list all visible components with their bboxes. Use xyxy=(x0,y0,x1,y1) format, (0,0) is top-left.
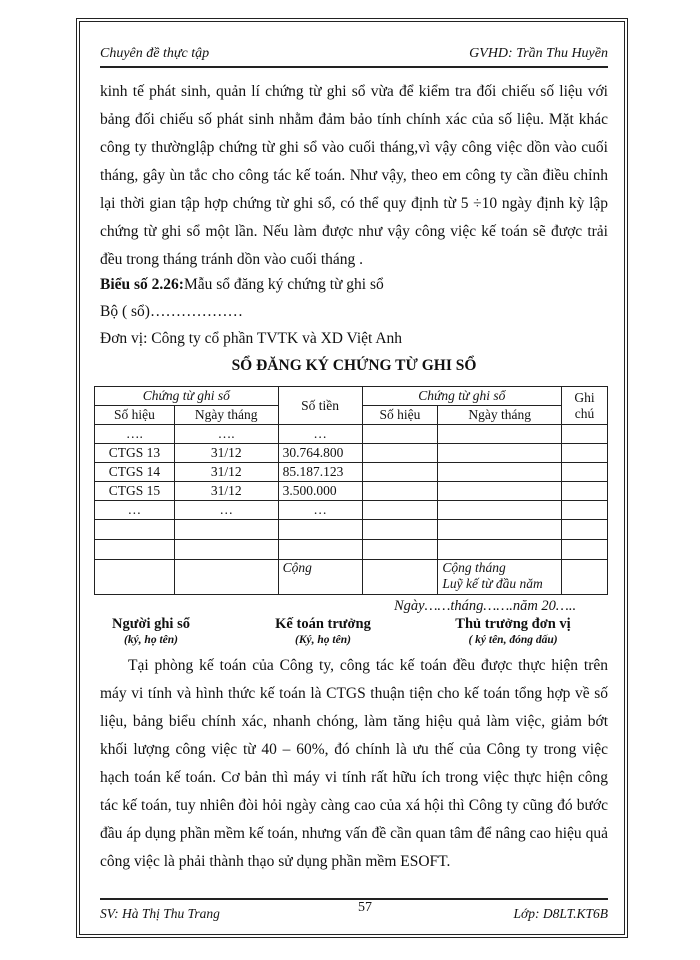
cell-so-hieu: CTGS 14 xyxy=(95,463,175,482)
page-footer xyxy=(100,898,608,922)
header-right: GVHD: Trần Thu Huyền xyxy=(469,46,608,61)
cong-thang-label: Cộng tháng xyxy=(442,560,506,575)
signature-title: Thủ trưởng đơn vị xyxy=(455,616,571,632)
donvi-line: Đơn vị: Công ty cổ phần TVTK và XD Việt Anh xyxy=(100,330,403,347)
table-row xyxy=(95,425,608,444)
signature-sub: (Ký, họ tên) xyxy=(295,634,351,646)
table-row xyxy=(95,463,608,482)
cell-ngay: … xyxy=(174,501,278,520)
signature-preparer xyxy=(96,616,206,646)
cell-so-tien: … xyxy=(278,501,362,520)
luy-ke-label: Luỹ kế từ đầu năm xyxy=(442,576,543,591)
cell-so-hieu: CTGS 15 xyxy=(95,482,175,501)
signature-title: Kế toán trưởng xyxy=(275,616,371,632)
header-group-1: Chứng từ ghi sổ xyxy=(95,387,279,406)
table-title: SỔ ĐĂNG KÝ CHỨNG TỪ GHI SỔ xyxy=(231,357,477,374)
header-ngay-thang-2: Ngày tháng xyxy=(438,406,562,425)
cell-cong: Cộng xyxy=(278,560,362,595)
header-so-tien: Số tiền xyxy=(278,387,362,425)
signature-director xyxy=(438,616,588,646)
header-group-2: Chứng từ ghi sổ xyxy=(362,387,562,406)
signature-sub: (ký, họ tên) xyxy=(124,634,178,646)
table-total-row xyxy=(95,560,608,595)
cell-so-hieu: … xyxy=(95,501,175,520)
page-header xyxy=(100,46,608,68)
table-row-empty xyxy=(95,540,608,560)
header-ghi-chu: Ghi chú xyxy=(562,387,608,425)
header-so-hieu-2: Số hiệu xyxy=(362,406,438,425)
table-row xyxy=(95,482,608,501)
caption-text: Mẫu sổ đăng ký chứng từ ghi sổ xyxy=(183,276,384,293)
cell-so-hieu: CTGS 13 xyxy=(95,444,175,463)
footer-page-number: 57 xyxy=(358,900,372,915)
footer-class: Lớp: D8LT.KT6B xyxy=(513,906,608,921)
caption-label: Biểu số 2.26: xyxy=(100,276,184,293)
table-header-row xyxy=(95,387,608,406)
cell-so-hieu: …. xyxy=(95,425,175,444)
paragraph-2: Tại phòng kế toán của Công ty, công tác kế toán đều được thực hiện trên máy vi tính và hình thức kế toán là CTGS thuận tiện cho kế toán tổng hợp về số liệu, bảng biểu chính xác, nhanh chóng, làm tăng hiệu quả làm việc, giảm bớt khối lượng công việc từ 40 – 60%, đó chính là ưu thế của Công ty trong việc hạch toán kế toán. Cơ bản thì máy vi tính rất hữu ích trong việc thực hiện công tác kế toán, tuy nhiên đòi hỏi ngày càng cao của xá hội thì Công ty cũng đó bước đầu áp dụng phần mềm kế toán, nhưng vấn đề cần quan tâm để nâng cao hiệu quả công việc là phải thành thạo sử dụng phần mềm ESOFT. xyxy=(100,657,608,870)
cell-cong-thang xyxy=(438,560,562,595)
table-row-empty xyxy=(95,520,608,540)
cell-ngay: …. xyxy=(174,425,278,444)
cell-so-tien: … xyxy=(278,425,362,444)
signature-sub: ( ký tên, đóng dấu) xyxy=(468,634,558,646)
ledger-table xyxy=(94,386,608,595)
footer-student: SV: Hà Thị Thu Trang xyxy=(100,906,220,921)
header-left: Chuyên đề thực tập xyxy=(100,46,210,61)
date-line: Ngày……tháng…….năm 20….. xyxy=(394,598,577,614)
signature-title: Người ghi sổ xyxy=(112,616,190,632)
figure-caption xyxy=(100,276,384,294)
cell-ngay: 31/12 xyxy=(174,482,278,501)
cell-ngay: 31/12 xyxy=(174,463,278,482)
signature-chief-accountant xyxy=(258,616,388,646)
cell-so-tien: 3.500.000 xyxy=(278,482,362,501)
cell-so-tien: 30.764.800 xyxy=(278,444,362,463)
header-so-hieu: Số hiệu xyxy=(95,406,175,425)
table-row xyxy=(95,501,608,520)
cell-so-tien: 85.187.123 xyxy=(278,463,362,482)
bo-line: Bộ ( sổ)……………… xyxy=(100,303,243,320)
cell-ngay: 31/12 xyxy=(174,444,278,463)
header-ngay-thang: Ngày tháng xyxy=(174,406,278,425)
paragraph-1: kinh tế phát sinh, quản lí chứng từ ghi sổ vừa để kiểm tra đối chiếu số liệu với bảng đối chiếu số phát sinh nhằm đảm bảo tính chính xác của số liệu. Mặt khác công ty thườnglập chứng từ ghi sổ vào cuối tháng,vì vậy công việc dồn vào cuối tháng, gây ùn tắc cho công tác kế toán. Như vậy, theo em công ty cần điều chỉnh lại thời gian tập hợp chứng từ ghi sổ, có thể quy định từ 5 ÷10 ngày định kỳ lập chứng từ ghi sổ một lần. Nếu làm được như vậy công việc kế toán sẽ được trải đều trong tháng tránh dồn vào cuối tháng . xyxy=(100,83,608,268)
table-row xyxy=(95,444,608,463)
